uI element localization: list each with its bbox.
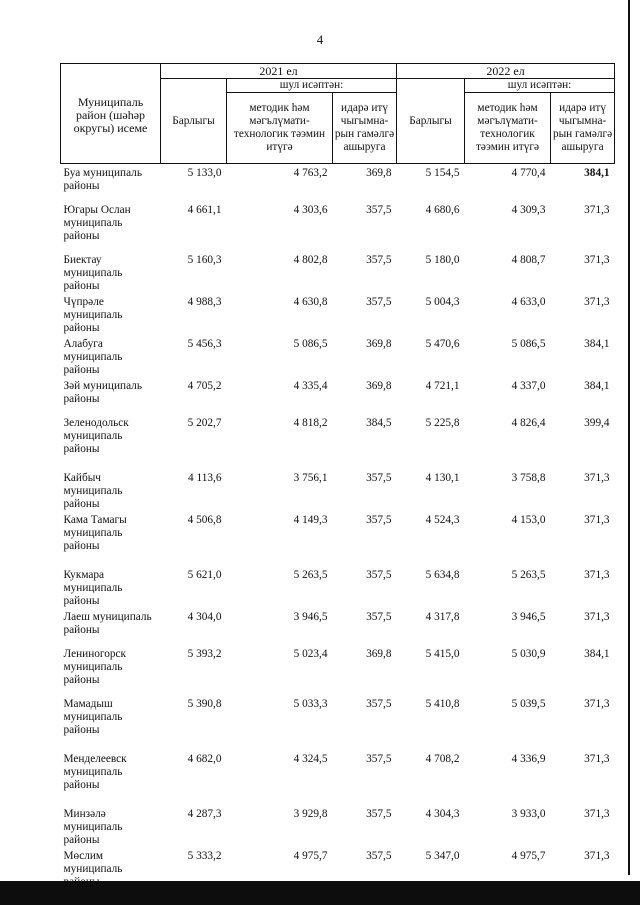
cell-admin-2022: 384,1 [584,338,610,350]
cell-admin-2022: 371,3 [584,753,610,765]
cell-admin-2022: 371,3 [584,254,610,266]
cell-methodical-2022: 4 309,3 [511,204,546,216]
cell-methodical-2022: 5 039,5 [511,698,546,710]
row-name: Лаеш муниципаль районы [63,611,152,636]
cell-total-2021: 4 304,0 [187,611,222,623]
cell-admin-2022: 371,3 [584,204,610,216]
cell-total-2022: 5 410,8 [425,698,460,710]
row-name: Кама Тамагы муниципаль районы [63,514,127,552]
header-admin-2022: идарә итү чыгымна-рын гамәлгә ашыруга [551,93,615,164]
row-name: Зеленодольск муниципаль районы [63,417,129,455]
cell-total-2022: 4 130,1 [425,472,460,484]
cell-admin-2022: 371,3 [584,569,610,581]
table-row [61,750,615,805]
cell-methodical-2021: 4 975,7 [293,850,328,862]
cell-total-2022: 5 004,3 [425,296,460,308]
cell-methodical-2021: 5 086,5 [293,338,328,350]
cell-methodical-2021: 3 946,5 [293,611,328,623]
cell-admin-2021: 369,8 [366,338,392,350]
scan-bottom-band [0,881,640,905]
table-row [61,566,615,608]
cell-methodical-2021: 5 023,4 [293,648,328,660]
cell-total-2021: 5 202,7 [187,417,222,429]
cell-total-2021: 5 160,3 [187,254,222,266]
header-of-which-2021: шул исәптән: [227,79,397,93]
header-admin-2021: идарә итү чыгымна-рын гамәлгә ашыруга [333,93,397,164]
cell-methodical-2022: 4 770,4 [511,167,546,179]
table-row [61,608,615,645]
table-row [61,377,615,414]
cell-methodical-2022: 4 633,0 [511,296,546,308]
cell-methodical-2021: 3 929,8 [293,808,328,820]
cell-admin-2022: 384,1 [584,380,610,392]
row-name: Лениногорск муниципаль районы [63,648,127,686]
header-total-2021: Барлыгы [161,79,227,164]
cell-admin-2021: 357,5 [366,514,392,526]
row-name: Биектау муниципаль районы [63,254,123,292]
cell-admin-2022: 371,3 [584,850,610,862]
cell-total-2022: 5 634,8 [425,569,460,581]
cell-methodical-2022: 4 153,0 [511,514,546,526]
cell-methodical-2022: 4 337,0 [511,380,546,392]
cell-admin-2022: 371,3 [584,698,610,710]
cell-admin-2022: 371,3 [584,808,610,820]
cell-admin-2021: 357,5 [366,472,392,484]
table-row [61,695,615,750]
cell-methodical-2021: 4 630,8 [293,296,328,308]
cell-admin-2022: 371,3 [584,296,610,308]
row-name: Алабуга муниципаль районы [63,338,123,376]
cell-total-2021: 4 988,3 [187,296,222,308]
row-name: Югары Ослан муниципаль районы [63,204,131,242]
row-name: Менделеевск муниципаль районы [63,753,127,791]
cell-total-2021: 4 682,0 [187,753,222,765]
cell-total-2022: 4 721,1 [425,380,460,392]
cell-methodical-2022: 5 030,9 [511,648,546,660]
header-year-2021: 2021 ел [161,64,397,79]
cell-methodical-2022: 4 336,9 [511,753,546,765]
cell-total-2021: 4 287,3 [187,808,222,820]
row-name: Буа муниципаль районы [63,167,142,192]
cell-methodical-2021: 3 756,1 [293,472,328,484]
cell-admin-2022: 371,3 [584,514,610,526]
row-name: Кукмара муниципаль районы [63,569,123,607]
cell-total-2022: 4 317,8 [425,611,460,623]
cell-admin-2021: 357,5 [366,204,392,216]
cell-total-2022: 5 347,0 [425,850,460,862]
cell-methodical-2022: 3 758,8 [511,472,546,484]
row-name: Зәй муниципаль районы [63,380,142,405]
page-number: 4 [316,32,324,47]
table-row [61,645,615,695]
header-total-2022: Барлыгы [397,79,465,164]
cell-admin-2021: 369,8 [366,380,392,392]
cell-admin-2021: 369,8 [366,648,392,660]
cell-total-2022: 5 470,6 [425,338,460,350]
cell-admin-2021: 357,5 [366,254,392,266]
cell-total-2021: 5 133,0 [187,167,222,179]
table-row [61,469,615,511]
cell-admin-2022: 371,3 [584,472,610,484]
cell-total-2021: 4 705,2 [187,380,222,392]
table-row [61,201,615,251]
cell-methodical-2022: 3 933,0 [511,808,546,820]
cell-total-2021: 4 661,1 [187,204,222,216]
row-name: Мөслим муниципаль [63,850,123,875]
cell-methodical-2022: 4 826,4 [511,417,546,429]
cell-total-2022: 4 524,3 [425,514,460,526]
table-row [61,414,615,469]
cell-methodical-2022: 5 263,5 [511,569,546,581]
cell-total-2021: 5 390,8 [187,698,222,710]
cell-admin-2022: 384,1 [584,167,610,179]
table-row [61,511,615,566]
cell-methodical-2022: 4 808,7 [511,254,546,266]
cell-total-2021: 4 113,6 [188,472,222,484]
header-year-2022: 2022 ел [397,64,615,79]
cell-total-2022: 5 154,5 [425,167,460,179]
table-row [61,251,615,293]
row-name: Чүпрәле муниципаль районы [63,296,123,334]
cell-methodical-2021: 4 818,2 [293,417,328,429]
cell-total-2021: 5 456,3 [187,338,222,350]
cell-admin-2021: 357,5 [366,808,392,820]
cell-admin-2021: 357,5 [366,611,392,623]
cell-methodical-2021: 4 324,5 [293,753,328,765]
cell-methodical-2021: 4 303,6 [293,204,328,216]
cell-total-2022: 5 415,0 [425,648,460,660]
table-row [61,164,615,202]
cell-methodical-2021: 4 802,8 [293,254,328,266]
cell-admin-2022: 399,4 [584,417,610,429]
cell-total-2021: 5 393,2 [187,648,222,660]
cell-total-2021: 4 506,8 [187,514,222,526]
cell-admin-2021: 357,5 [366,569,392,581]
row-name: Мамадыш муниципаль районы [63,698,123,736]
budget-table [60,63,615,889]
row-name: Минзәлә муниципаль районы [63,808,123,846]
header-of-which-2022: шул исәптән: [465,79,615,93]
table-row [61,335,615,377]
cell-total-2021: 5 621,0 [187,569,222,581]
cell-admin-2021: 357,5 [366,698,392,710]
cell-total-2022: 5 180,0 [425,254,460,266]
cell-admin-2021: 384,5 [366,417,392,429]
cell-total-2022: 5 225,8 [425,417,460,429]
cell-methodical-2022: 4 975,7 [511,850,546,862]
cell-methodical-2021: 4 763,2 [293,167,328,179]
cell-admin-2021: 369,8 [366,167,392,179]
cell-total-2022: 4 680,6 [425,204,460,216]
cell-methodical-2022: 5 086,5 [511,338,546,350]
scan-edge-rule [628,0,630,875]
table-row [61,293,615,335]
header-methodical-2021: методик һәм мәгълүмати-технологик тәэмин итүгә [227,93,333,164]
cell-admin-2021: 357,5 [366,850,392,862]
cell-total-2022: 4 304,3 [425,808,460,820]
table-row [61,805,615,847]
header-name-col: Муниципаль район (шәһәр округы) исеме [61,64,161,164]
cell-admin-2022: 371,3 [584,611,610,623]
row-name: Кайбыч муниципаль районы [63,472,123,510]
cell-admin-2022: 384,1 [584,648,610,660]
cell-methodical-2021: 4 335,4 [293,380,328,392]
cell-methodical-2021: 5 263,5 [293,569,328,581]
cell-admin-2021: 357,5 [366,753,392,765]
cell-admin-2021: 357,5 [366,296,392,308]
cell-total-2022: 4 708,2 [425,753,460,765]
header-methodical-2022: методик һәм мәгълүмати-технологик тәэмин итүгә [465,93,551,164]
cell-methodical-2021: 5 033,3 [293,698,328,710]
cell-methodical-2022: 3 946,5 [511,611,546,623]
cell-total-2021: 5 333,2 [187,850,222,862]
budget-table-container [60,63,614,889]
cell-methodical-2021: 4 149,3 [293,514,328,526]
